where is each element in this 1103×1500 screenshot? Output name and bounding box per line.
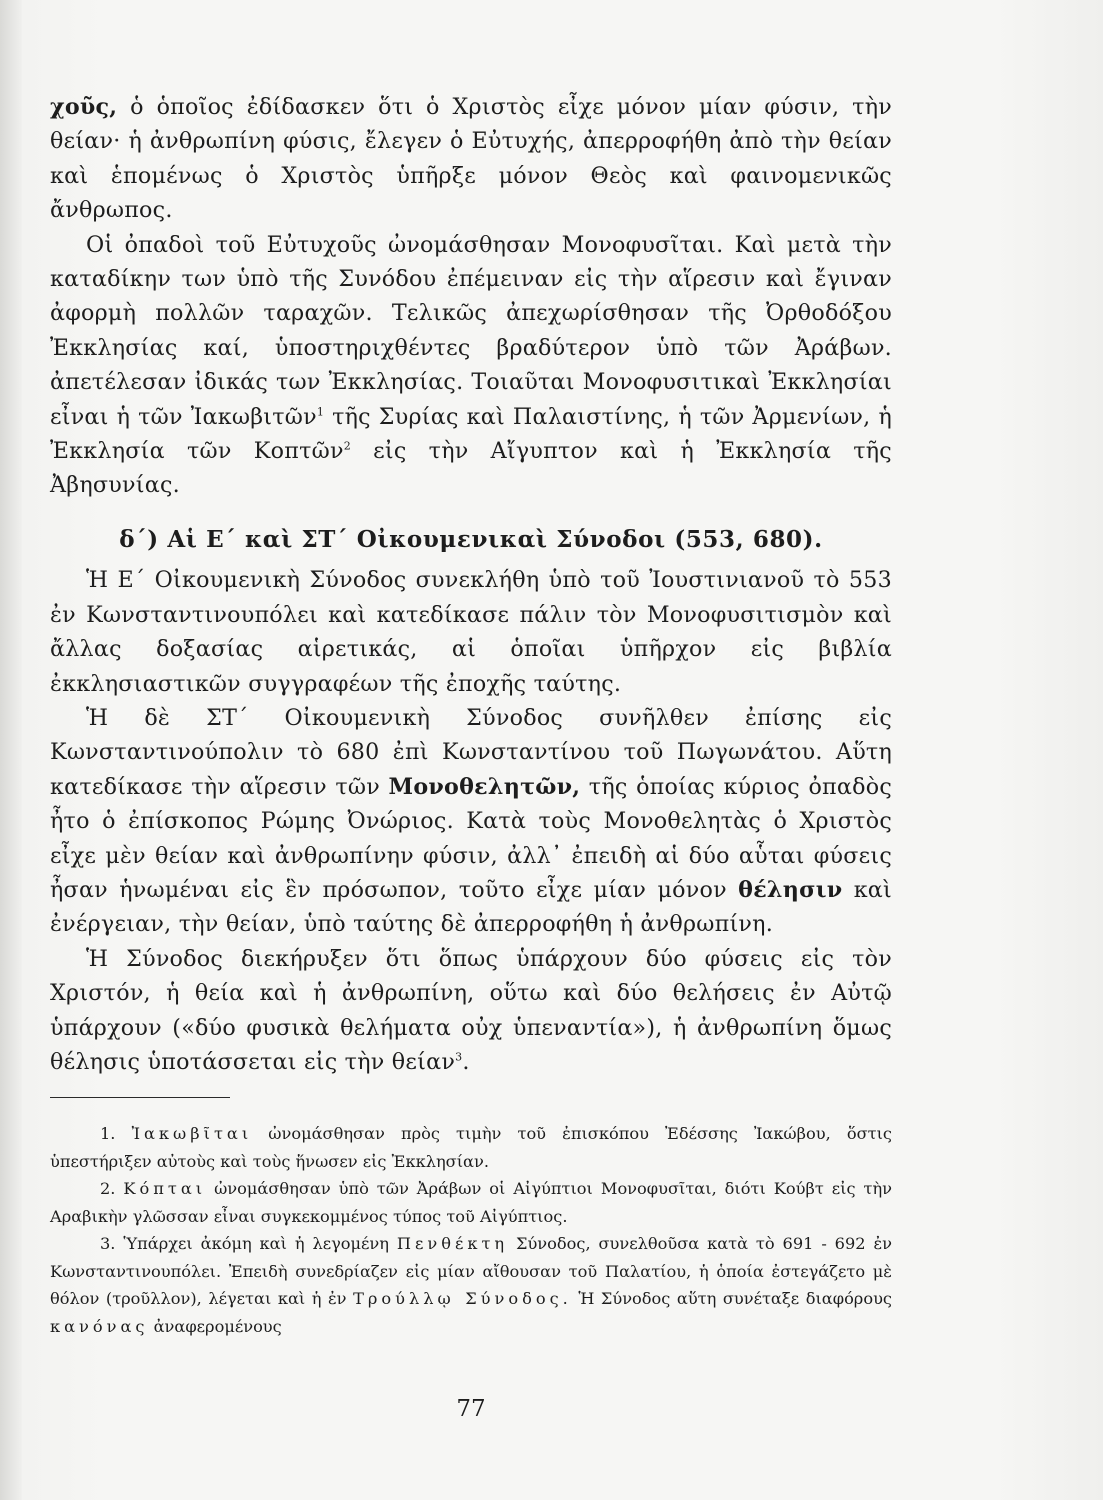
paragraph-1-lead: χοῦς, xyxy=(50,94,118,120)
footnote-3-term-canons: κανόνας xyxy=(50,1316,149,1336)
paragraph-4 xyxy=(50,701,892,942)
paragraph-2-part-b: τῆς Συρίας καὶ Παλαιστίνης, ἡ τῶν Ἀρμενίων, ἡ Ἐκκλησία τῶν Κοπτῶν xyxy=(50,403,892,465)
footnote-1-text: ὠνομάσθησαν πρὸς τιμὴν τοῦ ἐπισκόπου Ἐδέσσης Ἰακώβου, ὅστις ὑπεστήριξεν αὐτοὺς καὶ τοὺς ἥνωσεν εἰς Ἐκκλησίαν. xyxy=(50,1124,892,1171)
main-text xyxy=(50,90,892,1079)
footnotes xyxy=(50,1120,892,1340)
footnote-3-part-b: Σύνοδος, συνελθοῦσα κατὰ τὸ 691 - 692 ἐν Κωνσταντινουπόλει. Ἐπειδὴ συνεδρίαζεν εἰς μίαν αἴθουσαν τοῦ Παλατίου, ἡ ὁποία ἐστεγάζετο μὲ θόλον (τροῦλλον), λέγεται καὶ ἡ ἐν xyxy=(50,1234,893,1308)
section-heading: δ΄) Αἱ Ε΄ καὶ ΣΤ΄ Οἰκουμενικαὶ Σύνοδοι (553, 680). xyxy=(119,525,823,553)
paragraph-4-part-a: Ἡ δὲ ΣΤ΄ Οἰκουμενικὴ Σύνοδος συνῆλθεν ἐπίσης εἰς Κωνσταντινούπολιν τὸ 680 ἐπὶ Κωνσταντίνου τοῦ Πωγωνάτου. Αὕτη κατεδίκασε τὴν αἵρεσιν τῶν xyxy=(50,704,892,800)
paragraph-2-part-a: Οἱ ὀπαδοὶ τοῦ Εὐτυχοῦς ὠνομάσθησαν Μονοφυσῖται. Καὶ μετὰ τὴν καταδίκην των ὑπὸ τῆς Συνόδου ἐπέμειναν εἰς τὴν αἵρεσιν καὶ ἔγιναν ἀφορμὴ πολλῶν ταραχῶν. Τελικῶς ἀπεχωρίσθησαν τῆς Ὀρθοδόξου Ἐκκλησίας καί, ὑποστηριχθέντες βραδύτερον ὑπὸ τῶν Ἀράβων. ἀπετέλεσαν ἰδικάς των Ἐκκλησίας. Τοιαῦται Μονοφυσιτικαὶ Ἐκκλησίαι εἶναι ἡ τῶν Ἰακωβιτῶν xyxy=(50,231,892,430)
page-number: 77 xyxy=(456,1396,486,1422)
footnote-2-term: Κόπται xyxy=(123,1179,207,1198)
footnote-ref-2[interactable]: 2 xyxy=(343,439,351,453)
footnote-3-part-a: Ὑπάρχει ἀκόμη καὶ ἡ λεγομένη xyxy=(115,1234,397,1253)
paragraph-4-part-b: τῆς ὁποίας κύριος ὀπαδὸς ἦτο ὁ ἐπίσκοπος Ρώμης Ὀνώριος. Κατὰ τοὺς Μονοθελητὰς ὁ Χριστὸς εἶχε μὲν θείαν καὶ ἀνθρωπίνην φύσιν, ἀλλ᾽ ἐπειδὴ αἱ δύο αὗται φύσεις ἦσαν ἡνωμέναι εἰς ἓν πρόσωπον, τοῦτο εἶχε μίαν μόνον xyxy=(50,773,893,903)
paragraph-3: Ἡ Ε΄ Οἰκουμενικὴ Σύνοδος συνεκλήθη ὑπὸ τοῦ Ἰουστινιανοῦ τὸ 553 ἐν Κωνσταντινουπόλει καὶ κατεδίκασε πάλιν τὸν Μονοφυσιτισμὸν καὶ ἄλλας δοξασίας αἱρετικάς, αἱ ὁποῖαι ὑπῆρχον εἰς βιβλία ἐκκλησιαστικῶν συγγραφέων τῆς ἐποχῆς ταύτης. xyxy=(50,567,892,697)
footnote-1-number: 1. xyxy=(100,1124,116,1143)
footnote-1-term: Ἰακωβῖται xyxy=(131,1124,253,1143)
term-will: θέλησιν xyxy=(738,876,843,903)
footnote-1 xyxy=(50,1120,892,1175)
footnote-3-number: 3. xyxy=(100,1234,116,1253)
footnote-ref-1[interactable]: 1 xyxy=(316,405,325,419)
paragraph-5 xyxy=(50,942,892,1080)
paragraph-1 xyxy=(50,90,892,228)
paragraph-1-text: ὁ ὁποῖος ἐδίδασκεν ὅτι ὁ Χριστὸς εἶχε μόνον μίαν φύσιν, τὴν θείαν· ἡ ἀνθρωπίνη φύσις, ἔλεγεν ὁ Εὐτυχής, ἀπερροφήθη ἀπὸ τὴν θείαν καὶ ἑπομένως ὁ Χριστὸς ὑπῆρξε μόνον Θεὸς καὶ φαινομενικῶς ἄνθρωπος. xyxy=(50,94,892,224)
term-monothelites: Μονοθελητῶν, xyxy=(388,773,581,800)
footnote-2 xyxy=(50,1175,892,1230)
footnote-2-text: ὠνομάσθησαν ὑπὸ τῶν Ἀράβων οἱ Αἰγύπτιοι Μονοφυσῖται, διότι Κούβτ εἰς τὴν Αραβικὴν γλῶσσαν εἶναι συγκεκομμένος τύπος τοῦ Αἰγύπτιος. xyxy=(50,1179,892,1226)
paragraph-5-part-b: . xyxy=(462,1048,470,1075)
footnote-3-part-d: ἀναφερομένους xyxy=(148,1316,282,1336)
footnote-3-part-c: Ἡ Σύνοδος αὕτη συνέταξε διαφόρους xyxy=(571,1289,892,1308)
paragraph-2 xyxy=(50,228,892,503)
paragraph-4-part-c: καὶ ἐνέργειαν, τὴν θείαν, ὑπὸ ταύτης δὲ ἀπερροφήθη ἡ ἀνθρωπίνη. xyxy=(50,876,892,938)
page-gutter-shadow xyxy=(0,0,22,1500)
footnote-ref-3[interactable]: 3 xyxy=(455,1050,463,1064)
footnote-2-number: 2. xyxy=(100,1179,116,1198)
footnote-separator xyxy=(50,1097,230,1098)
footnote-3 xyxy=(50,1230,892,1340)
paragraph-2-part-c: εἰς τὴν Αἴγυπτον καὶ ἡ Ἐκκλησία τῆς Ἀβησυνίας. xyxy=(50,438,892,499)
footnote-3-term-pentekte: Πενθέκτη xyxy=(396,1234,509,1253)
footnote-3-term-trullo: Τρούλλῳ Σύνοδος. xyxy=(353,1289,572,1308)
paragraph-5-part-a: Ἡ Σύνοδος διεκήρυξεν ὅτι ὅπως ὑπάρχουν δύο φύσεις εἰς τὸν Χριστόν, ἡ θεία καὶ ἡ ἀνθρωπίνη, οὕτω καὶ δύο θελήσεις ἐν Αὐτῷ ὑπάρχουν («δύο φυσικὰ θελήματα οὐχ ὑπεναντία»), ἡ ἀνθρωπίνη ὅμως θέλησις ὑποτάσσεται εἰς τὴν θείαν xyxy=(50,945,892,1075)
